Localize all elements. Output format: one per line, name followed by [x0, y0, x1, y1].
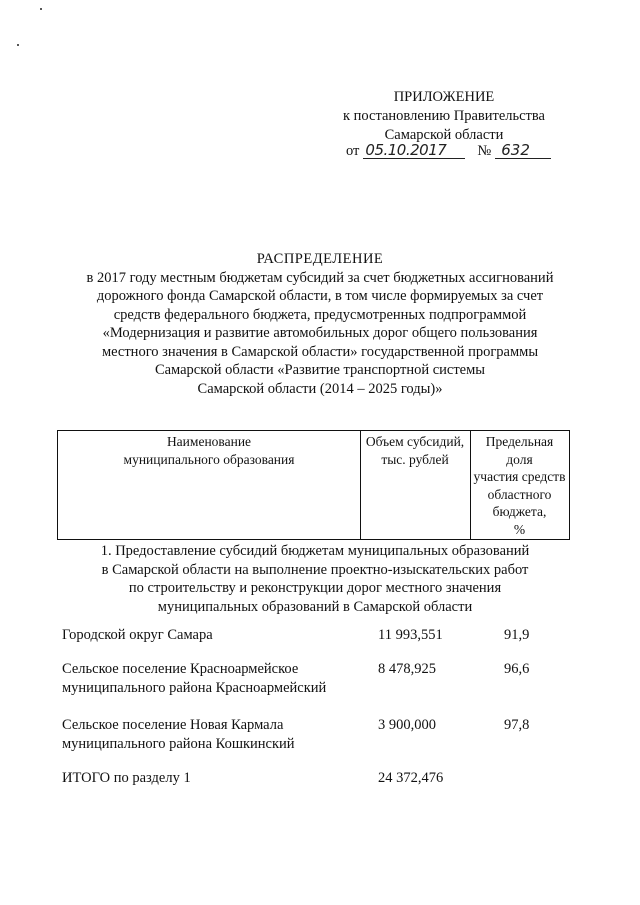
table-header [57, 430, 570, 540]
date-prefix: от [346, 143, 360, 159]
row-municipality [62, 626, 362, 645]
section-title-line: 1. Предоставление субсидий бюджетам муниципальных образований [100, 543, 530, 559]
total-volume: 24 372,476 [378, 770, 444, 786]
header-text: областного [487, 486, 552, 502]
document-title [60, 250, 580, 398]
title-line: средств федерального бюджета, предусмотренных подпрограммой [113, 306, 527, 323]
handwritten-date: 05.10.2017 [363, 142, 465, 159]
section-title [70, 542, 560, 616]
header-text: доля [506, 451, 533, 467]
row-volume: 3 900,000 [378, 717, 436, 733]
title-line: Самарской области «Развитие транспортной системы [154, 362, 486, 378]
header-col-volume [360, 431, 471, 539]
scan-speck [40, 8, 42, 10]
row-municipality [62, 716, 362, 753]
header-text: тыс. рублей [381, 451, 449, 467]
header-col-municipality [58, 431, 361, 539]
header-text: Наименование [166, 434, 252, 449]
handwritten-number: 632 [495, 142, 551, 159]
row-share: 96,6 [504, 661, 530, 677]
header-text: Предельная [485, 434, 554, 449]
municipality-name: Сельское поселение Красноармейское [62, 661, 299, 677]
header-text: бюджета, [492, 504, 547, 519]
title-line: Самарской области (2014 – 2025 годы)» [197, 380, 443, 397]
title-line: дорожного фонда Самарской области, в том числе формируемых за счет [96, 288, 544, 304]
title-line: в 2017 году местным бюджетам субсидий за счет бюджетных ассигнований [86, 269, 554, 286]
municipality-name: Городской округ Самара [62, 627, 213, 643]
total-label: ИТОГО по разделу 1 [62, 770, 191, 786]
appendix-region: Самарской области [384, 127, 504, 143]
appendix-resolution: к постановлению Правительства [343, 108, 545, 124]
header-text: участия средств [473, 469, 566, 484]
title-line: местного значения в Самарской области» государственной программы [101, 343, 539, 360]
header-col-share [470, 431, 569, 539]
appendix-header [330, 88, 558, 145]
row-volume: 11 993,551 [378, 627, 443, 643]
section-title-line: муниципальных образований в Самарской области [157, 598, 473, 615]
municipality-name: Сельское поселение Новая Кармала [62, 717, 284, 733]
header-text: Объем субсидий, [365, 434, 465, 449]
appendix-label: ПРИЛОЖЕНИЕ [393, 89, 495, 105]
title-heading: РАСПРЕДЕЛЕНИЕ [256, 251, 384, 267]
section-title-line: в Самарской области на выполнение проектно-изыскательских работ [101, 561, 529, 578]
municipality-district: муниципального района Красноармейский [62, 679, 327, 696]
header-text: % [513, 521, 526, 537]
total-label-cell [62, 769, 362, 788]
title-line: «Модернизация и развитие автомобильных дорог общего пользования [102, 325, 538, 341]
number-label: № [477, 143, 492, 159]
row-municipality [62, 660, 362, 697]
section-title-line: по строительству и реконструкции дорог местного значения [128, 580, 502, 596]
appendix-date-number [346, 142, 566, 160]
header-text: муниципального образования [123, 451, 295, 467]
row-share: 97,8 [504, 717, 530, 733]
row-share: 91,9 [504, 627, 530, 643]
row-volume: 8 478,925 [378, 661, 436, 677]
scan-speck [17, 44, 19, 46]
municipality-district: муниципального района Кошкинский [62, 735, 295, 752]
